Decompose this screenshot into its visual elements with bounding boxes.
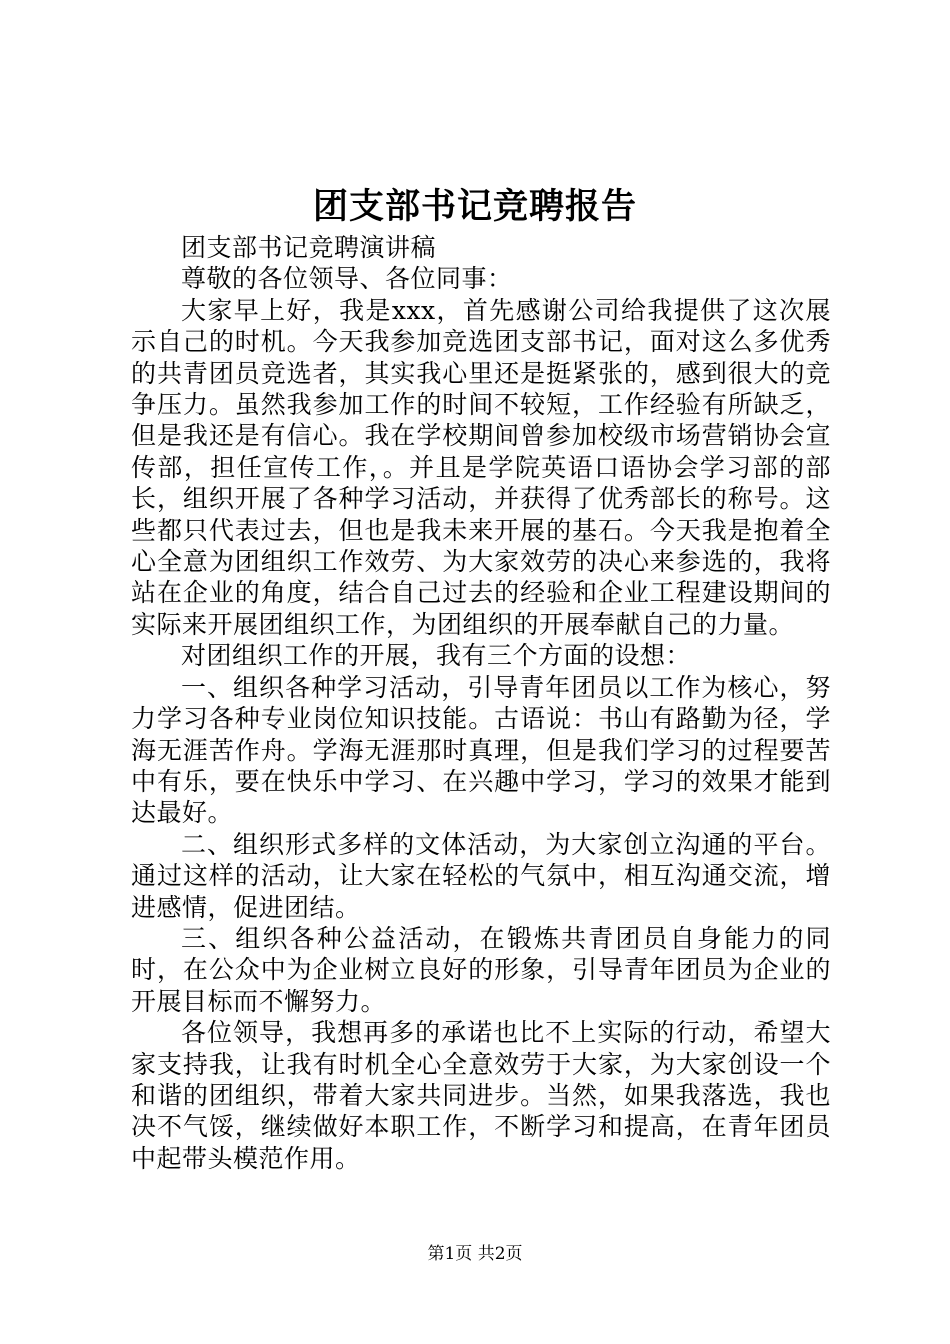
document-body [131,232,831,1174]
paragraph-plan-two: 二、组织形式多样的文体活动，为大家创立沟通的平台。通过这样的活动，让大家在轻松的气氛中，相互沟通交流，增进感情，促进团结。 [131,829,831,922]
paragraph-salutation: 尊敬的各位领导、各位同事： [181,264,513,294]
paragraph-introduction: 大家早上好，我是xxx，首先感谢公司给我提供了这次展示自己的时机。今天我参加竞选团支部书记，面对这么多优秀的共青团员竞选者，其实我心里还是挺紧张的，感到很大的竞争压力。虽然我参加工作的时间不较短，工作经验有所缺乏，但是我还是有信心。我在学校期间曾参加校级市场营销协会宣传部，担任宣传工作，。并且是学院英语口语协会学习部的部长，组织开展了各种学习活动，并获得了优秀部长的称号。这些都只代表过去，但也是我未来开展的基石。今天我是抱着全心全意为团组织工作效劳、为大家效劳的决心来参选的，我将站在企业的角度，结合自己过去的经验和企业工程建设期间的实际来开展团组织工作，为团组织的开展奉献自己的力量。 [131,295,831,639]
paragraph-plan-one: 一、组织各种学习活动，引导青年团员以工作为核心，努力学习各种专业岗位知识技能。古语说：书山有路勤为径，学海无涯苦作舟。学海无涯那时真理，但是我们学习的过程要苦中有乐，要在快乐中学习、在兴趣中学习，学习的效果才能到达最好。 [131,672,831,828]
document-title: 团支部书记竞聘报告 [312,186,637,227]
paragraph-plan-three: 三、组织各种公益活动，在锻炼共青团员自身能力的同时，在公众中为企业树立良好的形象，引导青年团员为企业的开展目标而不懈努力。 [131,923,831,1016]
paragraph-plan-intro: 对团组织工作的开展，我有三个方面的设想： [181,641,692,671]
paragraph-closing: 各位领导，我想再多的承诺也比不上实际的行动，希望大家支持我，让我有时机全心全意效劳于大家，为大家创设一个和谐的团组织，带着大家共同进步。当然，如果我落选，我也决不气馁，继续做好本职工作，不断学习和提高，在青年团员中起带头模范作用。 [131,1018,831,1173]
page-footer: 第1页 共2页 [427,1244,523,1264]
paragraph-speech-title: 团支部书记竞聘演讲稿 [181,233,437,262]
